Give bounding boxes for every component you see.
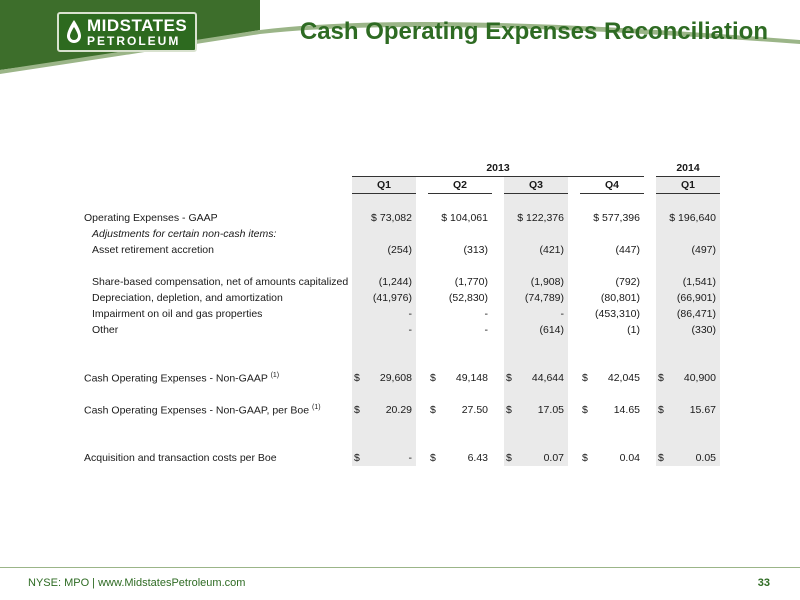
logo-line1: MIDSTATES <box>87 16 188 35</box>
quarter-header: Q1 <box>656 177 720 194</box>
cell-value: - <box>560 308 564 320</box>
row-label <box>84 210 352 226</box>
value-cell <box>428 210 492 226</box>
value-cell <box>656 402 720 418</box>
value-cell <box>656 290 720 306</box>
value-cell <box>428 306 492 322</box>
table-row <box>84 274 720 290</box>
currency-symbol: $ <box>582 452 588 464</box>
row-label <box>84 450 352 466</box>
spacer-row <box>84 338 720 354</box>
reconciliation-table <box>84 160 720 466</box>
row-label <box>84 290 352 306</box>
value-cell <box>656 306 720 322</box>
cell-value: (1) <box>627 324 640 336</box>
value-cell <box>656 322 720 338</box>
value-cell <box>428 370 492 386</box>
logo-line2: PETROLEUM <box>87 34 181 48</box>
value-cell <box>428 242 492 258</box>
currency-symbol: $ <box>669 212 676 224</box>
table-row <box>84 306 720 322</box>
row-label <box>84 274 352 290</box>
spacer-row <box>84 258 720 274</box>
cell-value: (80,801) <box>600 292 640 304</box>
value-cell <box>428 322 492 338</box>
cell-value: (447) <box>615 244 640 256</box>
cell-value: 196,640 <box>678 212 716 224</box>
quarter-header: Q2 <box>428 177 492 194</box>
value-cell <box>504 322 568 338</box>
value-cell <box>580 210 644 226</box>
company-logo <box>57 12 197 52</box>
year-2014: 2014 <box>656 160 720 177</box>
cell-value: - <box>408 308 412 320</box>
value-cell <box>428 450 492 466</box>
row-label-text: Cash Operating Expenses - Non-GAAP <box>84 372 268 385</box>
row-label-text: Adjustments for certain non-cash items: <box>92 228 277 240</box>
cell-value: 42,045 <box>607 372 640 384</box>
oil-drop-icon <box>65 19 83 45</box>
currency-symbol: $ <box>506 404 512 416</box>
footer-ticker-website: NYSE: MPO | www.MidstatesPetroleum.com <box>28 577 246 589</box>
value-cell <box>352 450 416 466</box>
currency-symbol: $ <box>354 404 360 416</box>
reconciliation-table-container <box>84 160 724 466</box>
value-cell <box>580 290 644 306</box>
value-cell <box>352 226 416 242</box>
currency-symbol: $ <box>371 212 377 224</box>
currency-symbol: $ <box>658 372 664 384</box>
cell-value: 27.50 <box>461 404 488 416</box>
cell-value: - <box>484 324 488 336</box>
cell-value: (41,976) <box>372 292 412 304</box>
cell-value: 29,608 <box>379 372 412 384</box>
quarter-header: Q4 <box>580 177 644 194</box>
cell-value: 14.65 <box>613 404 640 416</box>
table-row <box>84 290 720 306</box>
cell-value: (66,901) <box>676 292 716 304</box>
value-cell <box>428 226 492 242</box>
currency-symbol: $ <box>658 452 664 464</box>
value-cell <box>428 402 492 418</box>
value-cell <box>580 306 644 322</box>
value-cell <box>580 226 644 242</box>
footer-divider <box>0 567 800 568</box>
cell-value: (1,908) <box>530 276 564 288</box>
footnote-marker: (1) <box>312 403 321 411</box>
table-row <box>84 450 720 466</box>
currency-symbol: $ <box>582 404 588 416</box>
row-label-text: Cash Operating Expenses - Non-GAAP, per Boe <box>84 404 310 417</box>
table-row <box>84 226 720 242</box>
currency-symbol: $ <box>658 404 664 416</box>
currency-symbol: $ <box>593 212 600 224</box>
cell-value: 0.05 <box>695 452 716 464</box>
cell-value: (1,541) <box>682 276 716 288</box>
value-cell <box>656 210 720 226</box>
spacer-row <box>84 418 720 434</box>
value-cell <box>504 274 568 290</box>
value-cell <box>580 370 644 386</box>
value-cell <box>580 274 644 290</box>
value-cell <box>504 242 568 258</box>
currency-symbol: $ <box>441 212 448 224</box>
year-header-row <box>84 160 720 177</box>
currency-symbol: $ <box>354 372 360 384</box>
value-cell <box>580 450 644 466</box>
cell-value: 40,900 <box>683 372 716 384</box>
value-cell <box>656 226 720 242</box>
table-row <box>84 322 720 338</box>
page-title: Cash Operating Expenses Reconciliation <box>299 18 768 45</box>
row-label-text: Other <box>92 324 119 336</box>
value-cell <box>656 450 720 466</box>
value-cell <box>352 210 416 226</box>
row-label <box>84 402 352 418</box>
spacer-row <box>84 386 720 402</box>
value-cell <box>656 274 720 290</box>
currency-symbol: $ <box>582 372 588 384</box>
cell-value: - <box>484 308 488 320</box>
value-cell <box>352 274 416 290</box>
cell-value: 20.29 <box>385 404 412 416</box>
page-number: 33 <box>757 577 770 589</box>
row-label-text: Impairment on oil and gas properties <box>92 308 263 320</box>
cell-value: 17.05 <box>537 404 564 416</box>
value-cell <box>352 306 416 322</box>
cell-value: 0.04 <box>619 452 640 464</box>
cell-value: 15.67 <box>689 404 716 416</box>
table-row <box>84 210 720 226</box>
row-label <box>84 226 352 242</box>
row-label-text: Share-based compensation, net of amounts capitalized <box>92 276 349 288</box>
currency-symbol: $ <box>430 452 436 464</box>
value-cell <box>504 450 568 466</box>
row-label <box>84 306 352 322</box>
value-cell <box>504 370 568 386</box>
cell-value: (497) <box>691 244 716 256</box>
value-cell <box>580 402 644 418</box>
quarter-header: Q3 <box>504 177 568 194</box>
cell-value: 122,376 <box>526 212 564 224</box>
cell-value: 104,061 <box>450 212 488 224</box>
row-label-text: Depreciation, depletion, and amortization <box>92 292 283 304</box>
cell-value: 6.43 <box>467 452 488 464</box>
value-cell <box>504 210 568 226</box>
cell-value: 0.07 <box>543 452 564 464</box>
quarter-header: Q1 <box>352 177 416 194</box>
cell-value: (254) <box>387 244 412 256</box>
quarter-header-row <box>84 177 720 194</box>
value-cell <box>352 322 416 338</box>
year-2013: 2013 <box>352 160 644 177</box>
value-cell <box>352 402 416 418</box>
row-label <box>84 242 352 258</box>
cell-value: (313) <box>463 244 488 256</box>
currency-symbol: $ <box>354 452 360 464</box>
value-cell <box>656 370 720 386</box>
cell-value: 577,396 <box>602 212 640 224</box>
value-cell <box>352 242 416 258</box>
row-label <box>84 370 352 386</box>
value-cell <box>580 242 644 258</box>
value-cell <box>580 322 644 338</box>
table-row <box>84 242 720 258</box>
cell-value: - <box>408 452 412 464</box>
footnote-marker: (1) <box>270 371 280 379</box>
value-cell <box>504 306 568 322</box>
currency-symbol: $ <box>506 372 512 384</box>
currency-symbol: $ <box>506 452 512 464</box>
value-cell <box>352 290 416 306</box>
spacer-row <box>84 354 720 370</box>
cell-value: (74,789) <box>524 292 564 304</box>
value-cell <box>428 290 492 306</box>
value-cell <box>504 226 568 242</box>
cell-value: 44,644 <box>531 372 564 384</box>
cell-value: 73,082 <box>379 212 412 224</box>
cell-value: (614) <box>539 324 564 336</box>
cell-value: (421) <box>539 244 564 256</box>
cell-value: 49,148 <box>455 372 488 384</box>
row-label <box>84 322 352 338</box>
cell-value: - <box>408 324 412 336</box>
table-row <box>84 370 720 386</box>
cell-value: (1,770) <box>454 276 488 288</box>
spacer-row <box>84 434 720 450</box>
table-row <box>84 402 720 418</box>
cell-value: (1,244) <box>378 276 412 288</box>
cell-value: (792) <box>615 276 640 288</box>
value-cell <box>656 242 720 258</box>
row-label-text: Asset retirement accretion <box>92 244 214 256</box>
row-label-text: Acquisition and transaction costs per Boe <box>84 452 277 464</box>
cell-value: (453,310) <box>595 308 640 320</box>
value-cell <box>504 290 568 306</box>
currency-symbol: $ <box>517 212 524 224</box>
row-label-text: Operating Expenses - GAAP <box>84 212 218 224</box>
currency-symbol: $ <box>430 404 436 416</box>
currency-symbol: $ <box>430 372 436 384</box>
cell-value: (330) <box>691 324 716 336</box>
cell-value: (52,830) <box>448 292 488 304</box>
value-cell <box>428 274 492 290</box>
value-cell <box>352 370 416 386</box>
cell-value: (86,471) <box>676 308 716 320</box>
value-cell <box>504 402 568 418</box>
